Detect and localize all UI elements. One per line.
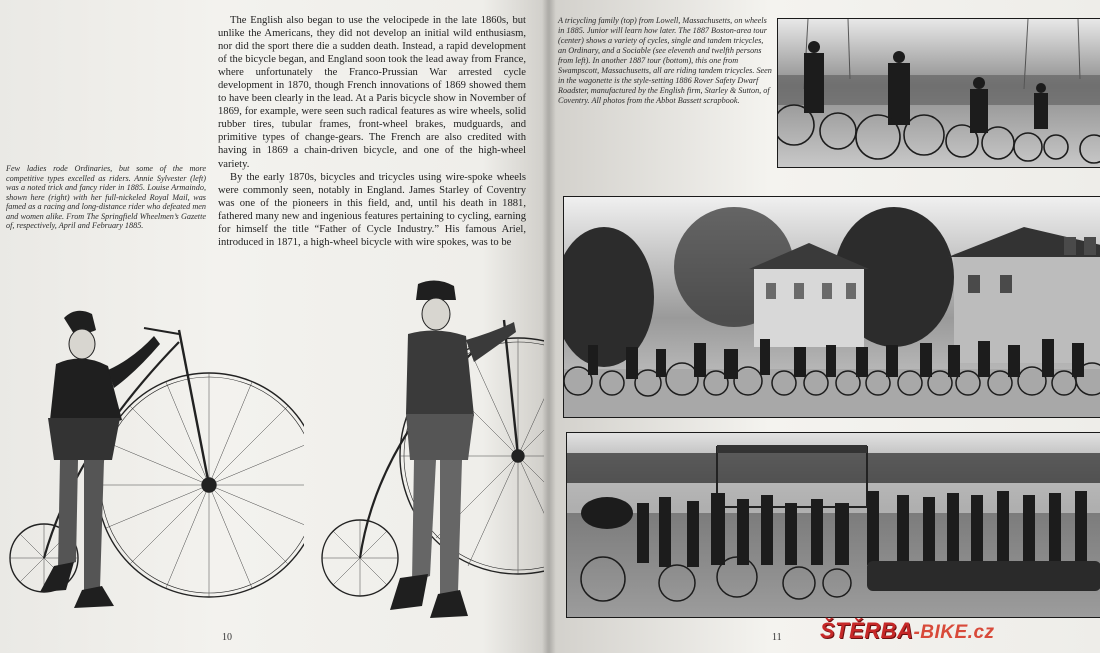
engraving-louise-armaindo — [318, 276, 544, 620]
watermark-logo — [820, 618, 995, 644]
body-paragraph-2: By the early 1870s, bicycles and tricycles using wire-spoke wheels were commonly seen, notably in England. James Starley of Coventry was one of the pioneers in this field, and, until his death in 1881, fathered many new and ingenious features pertaining to cycling, earning for himself the title “Father of Cycle Industry.” His famous Ariel, introduced in 1871, a high-wheel bicycle with wire spokes, was to be — [218, 171, 526, 248]
engraving-annie-sylvester — [4, 300, 304, 618]
photo-boston-tour-1887 — [563, 196, 1100, 418]
caption-right: A tricycling family (top) from Lowell, Massachusetts, on wheels in 1885. Junior will learn how later. The 1887 Boston-area tour (center) shows a variety of cycles, single and tandem tricycles, an Ordinary, and a Sociable (see eleventh and twelfth persons from left). In another 1887 tour (bottom), this one from Swampscott, Massachusetts, all are riding tandem tricycles. Seen in the wagonette is the style-setting 1886 Rover Safety Dwarf Roadster, manufactured by the English firm, Starley & Sutton, of Coventry. All photos from the Abbot Bassett scrapbook. — [558, 16, 772, 105]
book-gutter — [542, 0, 556, 653]
body-text — [218, 14, 526, 249]
page-number-left: 10 — [222, 632, 232, 643]
photo-tricycling-family — [777, 18, 1100, 168]
page-number-right: 11 — [772, 632, 782, 643]
photo-swampscott-tour-1887 — [566, 432, 1100, 618]
watermark-main: ŠTĚRBA — [820, 618, 914, 643]
caption-left: Few ladies rode Ordinaries, but some of the more competitive types excelled as riders. Annie Sylvester (left) was a noted trick and fancy rider in 1885. Louise Armaindo, shown here (right) with her full-nickeled Royal Mail, was famed as a racing and long-distance rider who defeated men and women alike. From The Springfield Wheelmen’s Gazette of, respectively, April and February 1885. — [6, 164, 206, 230]
body-paragraph-1: The English also began to use the velocipede in the late 1860s, but unlike the Americans, they did not develop an initial wild enthusiasm, nor did the sport there die a sudden death. Instead, a rapid development of the bicycle began, and England soon took the lead away from France, where unfortunately the Franco-Prussian War arrested cycle development in 1870, though French innovations of 1869 showed them to have been clearly in the lead. At a Paris bicycle show in November of 1869, for example, were seen such radical features as wire wheels, solid rubber tires, tubular frames, front-wheel brakes, mudguards, and primitive types of change-gears. The French are also credited with having in 1869 a chain-driven bicycle, and one of the high-wheel variety. — [218, 15, 526, 170]
watermark-sub: -BIKE.cz — [913, 622, 995, 643]
